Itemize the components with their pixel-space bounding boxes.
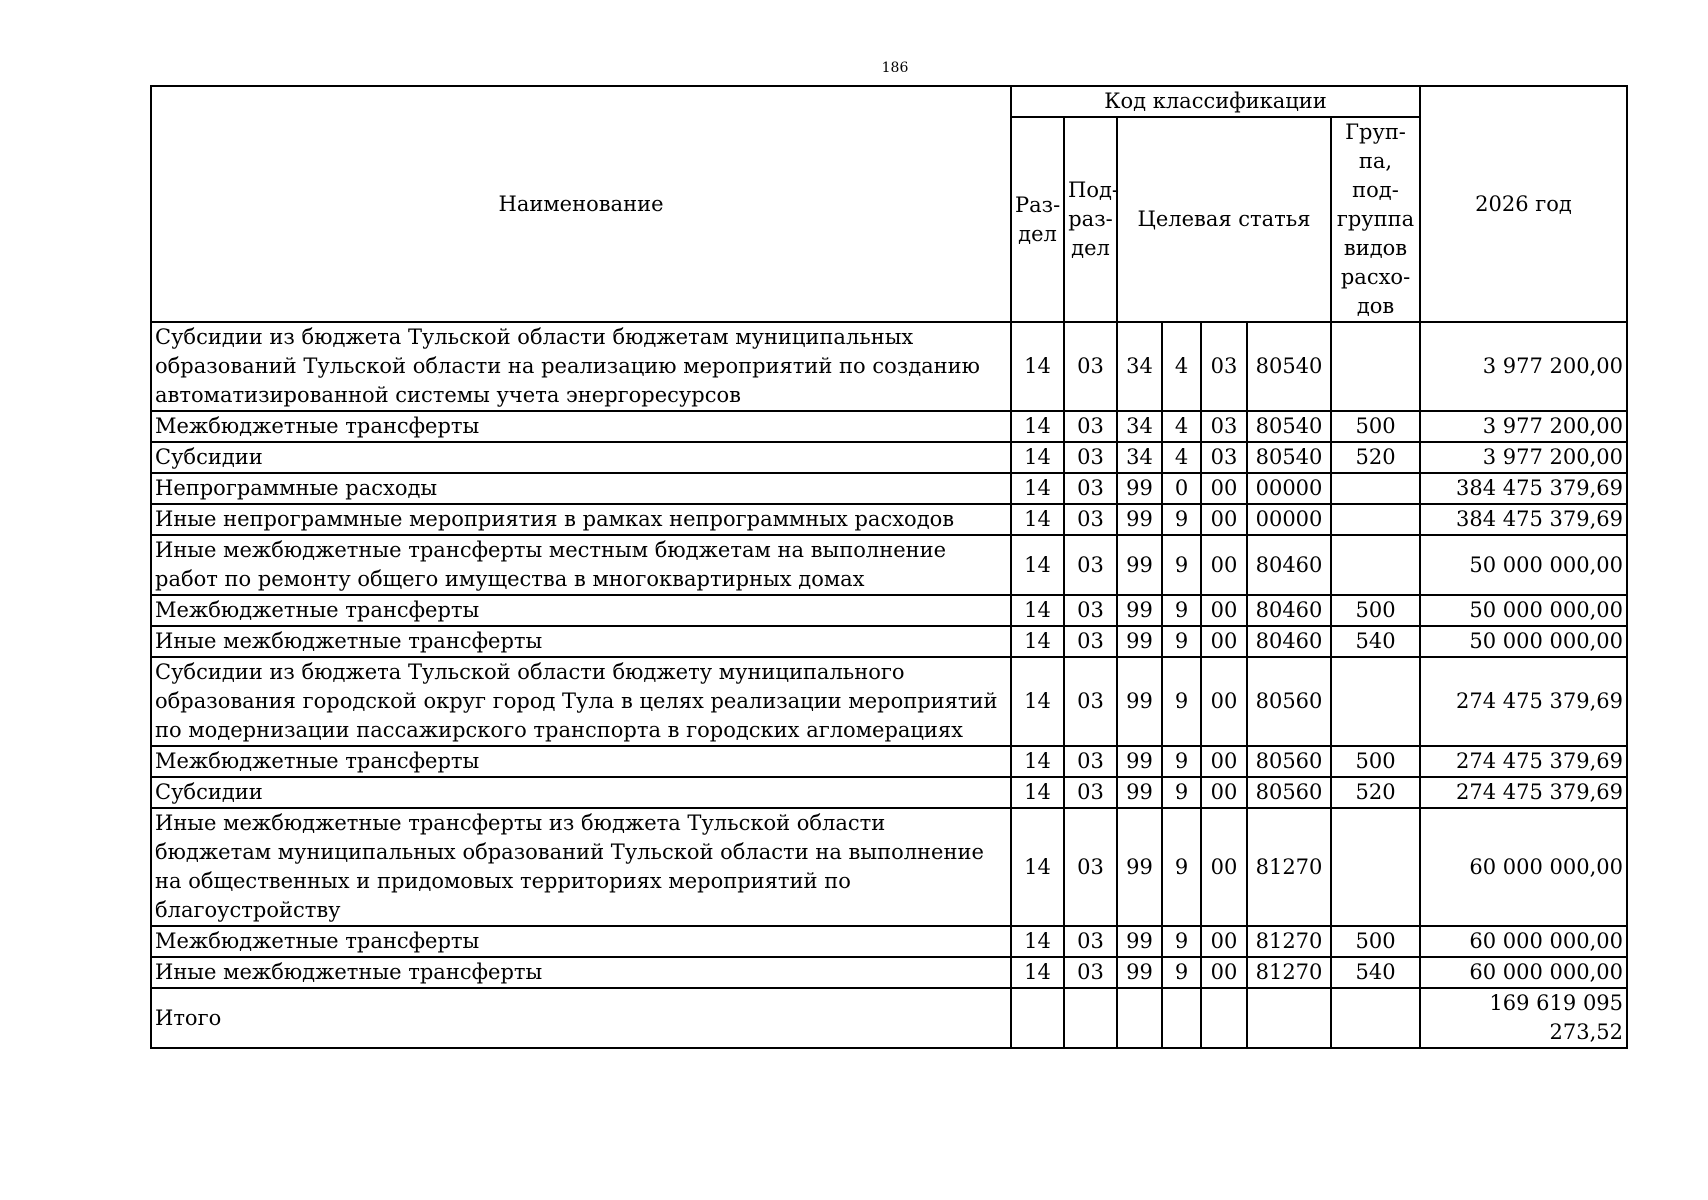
row-name: Иные межбюджетные трансферты местным бюджетам на выполнение работ по ремонту общего имущества в многоквартирных домах: [151, 535, 1011, 595]
table-row: [151, 473, 1627, 504]
total-empty-t3: [1201, 988, 1247, 1048]
row-expense-group: 540: [1331, 626, 1420, 657]
row-section: 14: [1011, 535, 1064, 595]
row-target-direction: 80540: [1247, 442, 1331, 473]
row-section: 14: [1011, 808, 1064, 926]
row-section: 14: [1011, 322, 1064, 411]
row-target-type: 4: [1162, 411, 1201, 442]
row-subsection: 03: [1064, 322, 1117, 411]
row-target-program: 99: [1117, 535, 1162, 595]
row-section: 14: [1011, 411, 1064, 442]
row-target-subprogram: 00: [1201, 777, 1247, 808]
row-amount: 3 977 200,00: [1420, 411, 1627, 442]
row-name: Межбюджетные трансферты: [151, 746, 1011, 777]
row-amount: 384 475 379,69: [1420, 504, 1627, 535]
table-row: [151, 926, 1627, 957]
row-amount: 3 977 200,00: [1420, 322, 1627, 411]
row-section: 14: [1011, 926, 1064, 957]
row-subsection: 03: [1064, 926, 1117, 957]
table-body: [151, 322, 1627, 1048]
row-subsection: 03: [1064, 411, 1117, 442]
row-name: Субсидии из бюджета Тульской области бюджетам муниципальных образований Тульской области на реализацию мероприятий по созданию автоматизированной системы учета энергоресурсов: [151, 322, 1011, 411]
row-target-direction: 81270: [1247, 957, 1331, 988]
row-target-subprogram: 00: [1201, 657, 1247, 746]
row-target-direction: 80460: [1247, 595, 1331, 626]
row-section: 14: [1011, 957, 1064, 988]
row-target-direction: 00000: [1247, 473, 1331, 504]
table-row: [151, 957, 1627, 988]
row-subsection: 03: [1064, 595, 1117, 626]
row-expense-group: [1331, 322, 1420, 411]
row-target-subprogram: 00: [1201, 808, 1247, 926]
row-name: Иные межбюджетные трансферты: [151, 957, 1011, 988]
header-target-article: Целевая статья: [1117, 117, 1331, 322]
row-target-type: 9: [1162, 504, 1201, 535]
row-section: 14: [1011, 657, 1064, 746]
row-target-program: 99: [1117, 657, 1162, 746]
row-amount: 50 000 000,00: [1420, 626, 1627, 657]
row-subsection: 03: [1064, 473, 1117, 504]
row-expense-group: [1331, 657, 1420, 746]
row-target-direction: 80560: [1247, 657, 1331, 746]
table-row: [151, 442, 1627, 473]
row-expense-group: 500: [1331, 926, 1420, 957]
header-name: Наименование: [151, 86, 1011, 322]
table-row: [151, 626, 1627, 657]
row-name: Субсидии: [151, 777, 1011, 808]
row-target-program: 99: [1117, 595, 1162, 626]
row-target-program: 99: [1117, 926, 1162, 957]
row-target-program: 99: [1117, 746, 1162, 777]
row-section: 14: [1011, 626, 1064, 657]
row-target-program: 99: [1117, 777, 1162, 808]
row-target-program: 99: [1117, 504, 1162, 535]
budget-table: [150, 85, 1628, 1049]
row-subsection: 03: [1064, 746, 1117, 777]
total-empty-subsection: [1064, 988, 1117, 1048]
total-empty-t1: [1117, 988, 1162, 1048]
row-expense-group: 500: [1331, 746, 1420, 777]
row-target-type: 9: [1162, 595, 1201, 626]
row-target-type: 9: [1162, 808, 1201, 926]
row-amount: 384 475 379,69: [1420, 473, 1627, 504]
row-target-program: 99: [1117, 957, 1162, 988]
row-target-type: 9: [1162, 777, 1201, 808]
row-target-direction: 00000: [1247, 504, 1331, 535]
row-expense-group: [1331, 504, 1420, 535]
row-amount: 50 000 000,00: [1420, 595, 1627, 626]
row-subsection: 03: [1064, 657, 1117, 746]
total-empty-group: [1331, 988, 1420, 1048]
row-expense-group: [1331, 535, 1420, 595]
row-target-subprogram: 00: [1201, 957, 1247, 988]
row-target-type: 9: [1162, 535, 1201, 595]
table-row: [151, 322, 1627, 411]
row-target-direction: 80540: [1247, 411, 1331, 442]
row-expense-group: [1331, 473, 1420, 504]
row-expense-group: 520: [1331, 442, 1420, 473]
row-target-program: 34: [1117, 442, 1162, 473]
row-target-subprogram: 03: [1201, 322, 1247, 411]
row-subsection: 03: [1064, 626, 1117, 657]
row-target-type: 4: [1162, 442, 1201, 473]
header-expense-group: Груп- па, под- группа видов расхо- дов: [1331, 117, 1420, 322]
row-section: 14: [1011, 473, 1064, 504]
row-target-subprogram: 00: [1201, 535, 1247, 595]
row-target-subprogram: 00: [1201, 504, 1247, 535]
row-expense-group: 520: [1331, 777, 1420, 808]
row-subsection: 03: [1064, 777, 1117, 808]
row-name: Межбюджетные трансферты: [151, 595, 1011, 626]
row-amount: 60 000 000,00: [1420, 926, 1627, 957]
row-target-subprogram: 00: [1201, 595, 1247, 626]
row-target-direction: 80460: [1247, 535, 1331, 595]
row-amount: 274 475 379,69: [1420, 657, 1627, 746]
row-target-program: 99: [1117, 808, 1162, 926]
total-empty-t4: [1247, 988, 1331, 1048]
header-classification: Код классификации: [1011, 86, 1420, 117]
row-expense-group: 500: [1331, 595, 1420, 626]
row-target-program: 34: [1117, 411, 1162, 442]
header-row-top: [151, 86, 1627, 117]
row-target-program: 99: [1117, 473, 1162, 504]
row-name: Иные непрограммные мероприятия в рамках непрограммных расходов: [151, 504, 1011, 535]
row-target-type: 4: [1162, 322, 1201, 411]
row-target-subprogram: 00: [1201, 926, 1247, 957]
table-row: [151, 657, 1627, 746]
row-target-type: 9: [1162, 957, 1201, 988]
row-target-program: 34: [1117, 322, 1162, 411]
row-section: 14: [1011, 595, 1064, 626]
row-section: 14: [1011, 746, 1064, 777]
page-number: 186: [881, 60, 909, 76]
row-target-direction: 80560: [1247, 777, 1331, 808]
row-name: Межбюджетные трансферты: [151, 411, 1011, 442]
row-name: Иные межбюджетные трансферты из бюджета Тульской области бюджетам муниципальных образований Тульской области на выполнение на общественных и придомовых территориях мероприятий по благоустройству: [151, 808, 1011, 926]
row-target-subprogram: 03: [1201, 442, 1247, 473]
table-row: [151, 504, 1627, 535]
row-name: Субсидии: [151, 442, 1011, 473]
row-target-program: 99: [1117, 626, 1162, 657]
row-name: Иные межбюджетные трансферты: [151, 626, 1011, 657]
total-label: Итого: [151, 988, 1011, 1048]
row-name: Субсидии из бюджета Тульской области бюджету муниципального образования городской округ город Тула в целях реализации мероприятий по модернизации пассажирского транспорта в городских агломерациях: [151, 657, 1011, 746]
row-amount: 274 475 379,69: [1420, 777, 1627, 808]
row-target-direction: 81270: [1247, 926, 1331, 957]
row-subsection: 03: [1064, 535, 1117, 595]
row-target-direction: 80460: [1247, 626, 1331, 657]
table-row: [151, 535, 1627, 595]
row-subsection: 03: [1064, 442, 1117, 473]
row-amount: 3 977 200,00: [1420, 442, 1627, 473]
row-target-type: 9: [1162, 626, 1201, 657]
row-target-direction: 80560: [1247, 746, 1331, 777]
row-amount: 60 000 000,00: [1420, 957, 1627, 988]
row-amount: 50 000 000,00: [1420, 535, 1627, 595]
row-section: 14: [1011, 504, 1064, 535]
row-subsection: 03: [1064, 957, 1117, 988]
total-row: [151, 988, 1627, 1048]
row-expense-group: 540: [1331, 957, 1420, 988]
row-target-subprogram: 00: [1201, 473, 1247, 504]
row-subsection: 03: [1064, 808, 1117, 926]
row-expense-group: [1331, 808, 1420, 926]
row-target-subprogram: 03: [1201, 411, 1247, 442]
header-section: Раз- дел: [1011, 117, 1064, 322]
row-target-direction: 81270: [1247, 808, 1331, 926]
row-target-type: 0: [1162, 473, 1201, 504]
total-empty-section: [1011, 988, 1064, 1048]
row-section: 14: [1011, 777, 1064, 808]
table-row: [151, 746, 1627, 777]
row-target-subprogram: 00: [1201, 626, 1247, 657]
header-subsection: Под- раз- дел: [1064, 117, 1117, 322]
row-target-subprogram: 00: [1201, 746, 1247, 777]
row-expense-group: 500: [1331, 411, 1420, 442]
row-amount: 60 000 000,00: [1420, 808, 1627, 926]
table-row: [151, 595, 1627, 626]
row-name: Межбюджетные трансферты: [151, 926, 1011, 957]
total-amount: 169 619 095 273,52: [1420, 988, 1627, 1048]
row-name: Непрограммные расходы: [151, 473, 1011, 504]
row-target-type: 9: [1162, 657, 1201, 746]
total-empty-t2: [1162, 988, 1201, 1048]
table-row: [151, 808, 1627, 926]
row-amount: 274 475 379,69: [1420, 746, 1627, 777]
header-year: 2026 год: [1420, 86, 1627, 322]
row-target-type: 9: [1162, 926, 1201, 957]
row-target-type: 9: [1162, 746, 1201, 777]
row-target-direction: 80540: [1247, 322, 1331, 411]
table-row: [151, 777, 1627, 808]
table-row: [151, 411, 1627, 442]
row-section: 14: [1011, 442, 1064, 473]
row-subsection: 03: [1064, 504, 1117, 535]
